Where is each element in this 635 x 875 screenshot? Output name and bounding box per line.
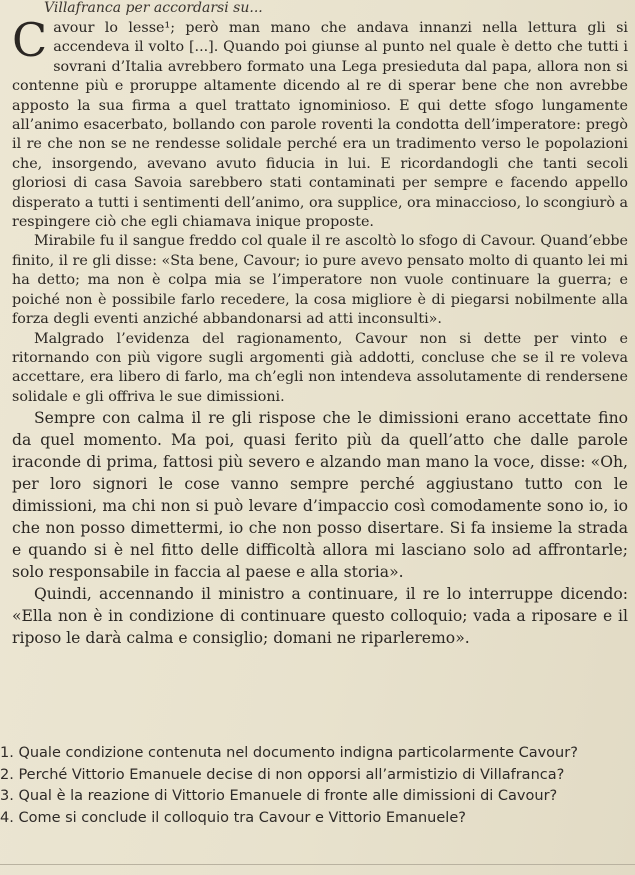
paragraph-5: Quindi, accennando il ministro a continuare, il re lo interruppe dicendo: «Ella non è in condizione di continuare questo colloquio; vada a riposare e il riposo le darà calma e consiglio; domani ne riparleremo». xyxy=(12,585,628,648)
question-2: 2. Perché Vittorio Emanuele decise di non opporsi all’armistizio di Villafranca? xyxy=(0,766,565,783)
question-3: 3. Qual è la reazione di Vittorio Emanuele di fronte alle dimissioni di Cavour? xyxy=(0,788,558,804)
paragraph-4: Sempre con calma il re gli rispose che le dimissioni erano accettate fino da quel momento. Ma poi, quasi ferito più da quell’atto che dalle parole iraconde di prima, fattosi più severo e alzando man mano la voce, disse: «Oh, per loro signori le cose vanno sempre perché aggiustano tutto con le dimissioni, ma chi non si può levare d’impaccio così comodamente sono io, io che non posso dimettermi, io che non posso disertare. Si fa insieme la strada e quando si è nel fitto delle difficoltà allora mi lasciano solo ad affrontarle; solo responsabile in faccia al paese e alla storia». xyxy=(12,409,628,582)
paragraph-1 xyxy=(12,13,628,232)
questions-list xyxy=(0,743,635,829)
paragraph-1-text: avour lo lesse¹; però man mano che andava innanzi nella lettura gli si accendeva il volto [...]. Quando poi giunse al punto nel quale è detto che tutti i sovrani d’Italia avrebbero formato una Lega presieduta dal papa, allora non si contenne più e proruppe altamente dicendo al re di sperar bene che non avrebbe apposto la sua firma a quel trattato ignominioso. E qui dette sfogo lungamente all’animo esacerbato, bollando con parole roventi la condotta dell’imperatore: pregò il re che non se ne rendesse solidale perché era un tradimento verso le popolazioni che, insorgendo, avevano avuto fiducia in lui. E ricordandogli che tanti secoli gloriosi di casa Savoia sarebbero stati contaminati per sempre e facendo appello disperato a tutti i sentimenti dell’animo, ora supplice, ora minaccioso, lo scongiurò a respingere ciò che egli chiamava inique proposte. xyxy=(12,20,628,231)
running-header: Villafranca per accordarsi su... xyxy=(44,0,263,16)
drop-cap: C xyxy=(12,13,48,67)
question-4: 4. Come si conclude il colloquio tra Cavour e Vittorio Emanuele? xyxy=(0,809,466,826)
question-1: 1. Quale condizione contenuta nel documento indigna particolarmente Cavour? xyxy=(0,745,578,761)
divider xyxy=(0,864,635,865)
paragraph-2: Mirabile fu il sangue freddo col quale il re ascoltò lo sfogo di Cavour. Quand’ebbe finito, il re gli disse: «Sta bene, Cavour; io pure avevo pensato molto di quanto lei mi ha detto; ma non è colpa mia se l’imperatore non vuole continuare la guerra; e poiché non è possibile farlo recedere, la cosa migliore è di piegarsi nobilmente alla forza degli eventi anziché abbandonarsi ad atti inconsulti». xyxy=(12,233,628,328)
paragraph-3: Malgrado l’evidenza del ragionamento, Cavour non si dette per vinto e ritornando con più vigore sugli argomenti già addotti, concluse che se il re voleva accettare, era libero di farlo, ma ch’egli non intendeva assolutamente di rendersene solidale e gli offriva le sue dimissioni. xyxy=(12,330,628,405)
passage xyxy=(12,13,628,649)
